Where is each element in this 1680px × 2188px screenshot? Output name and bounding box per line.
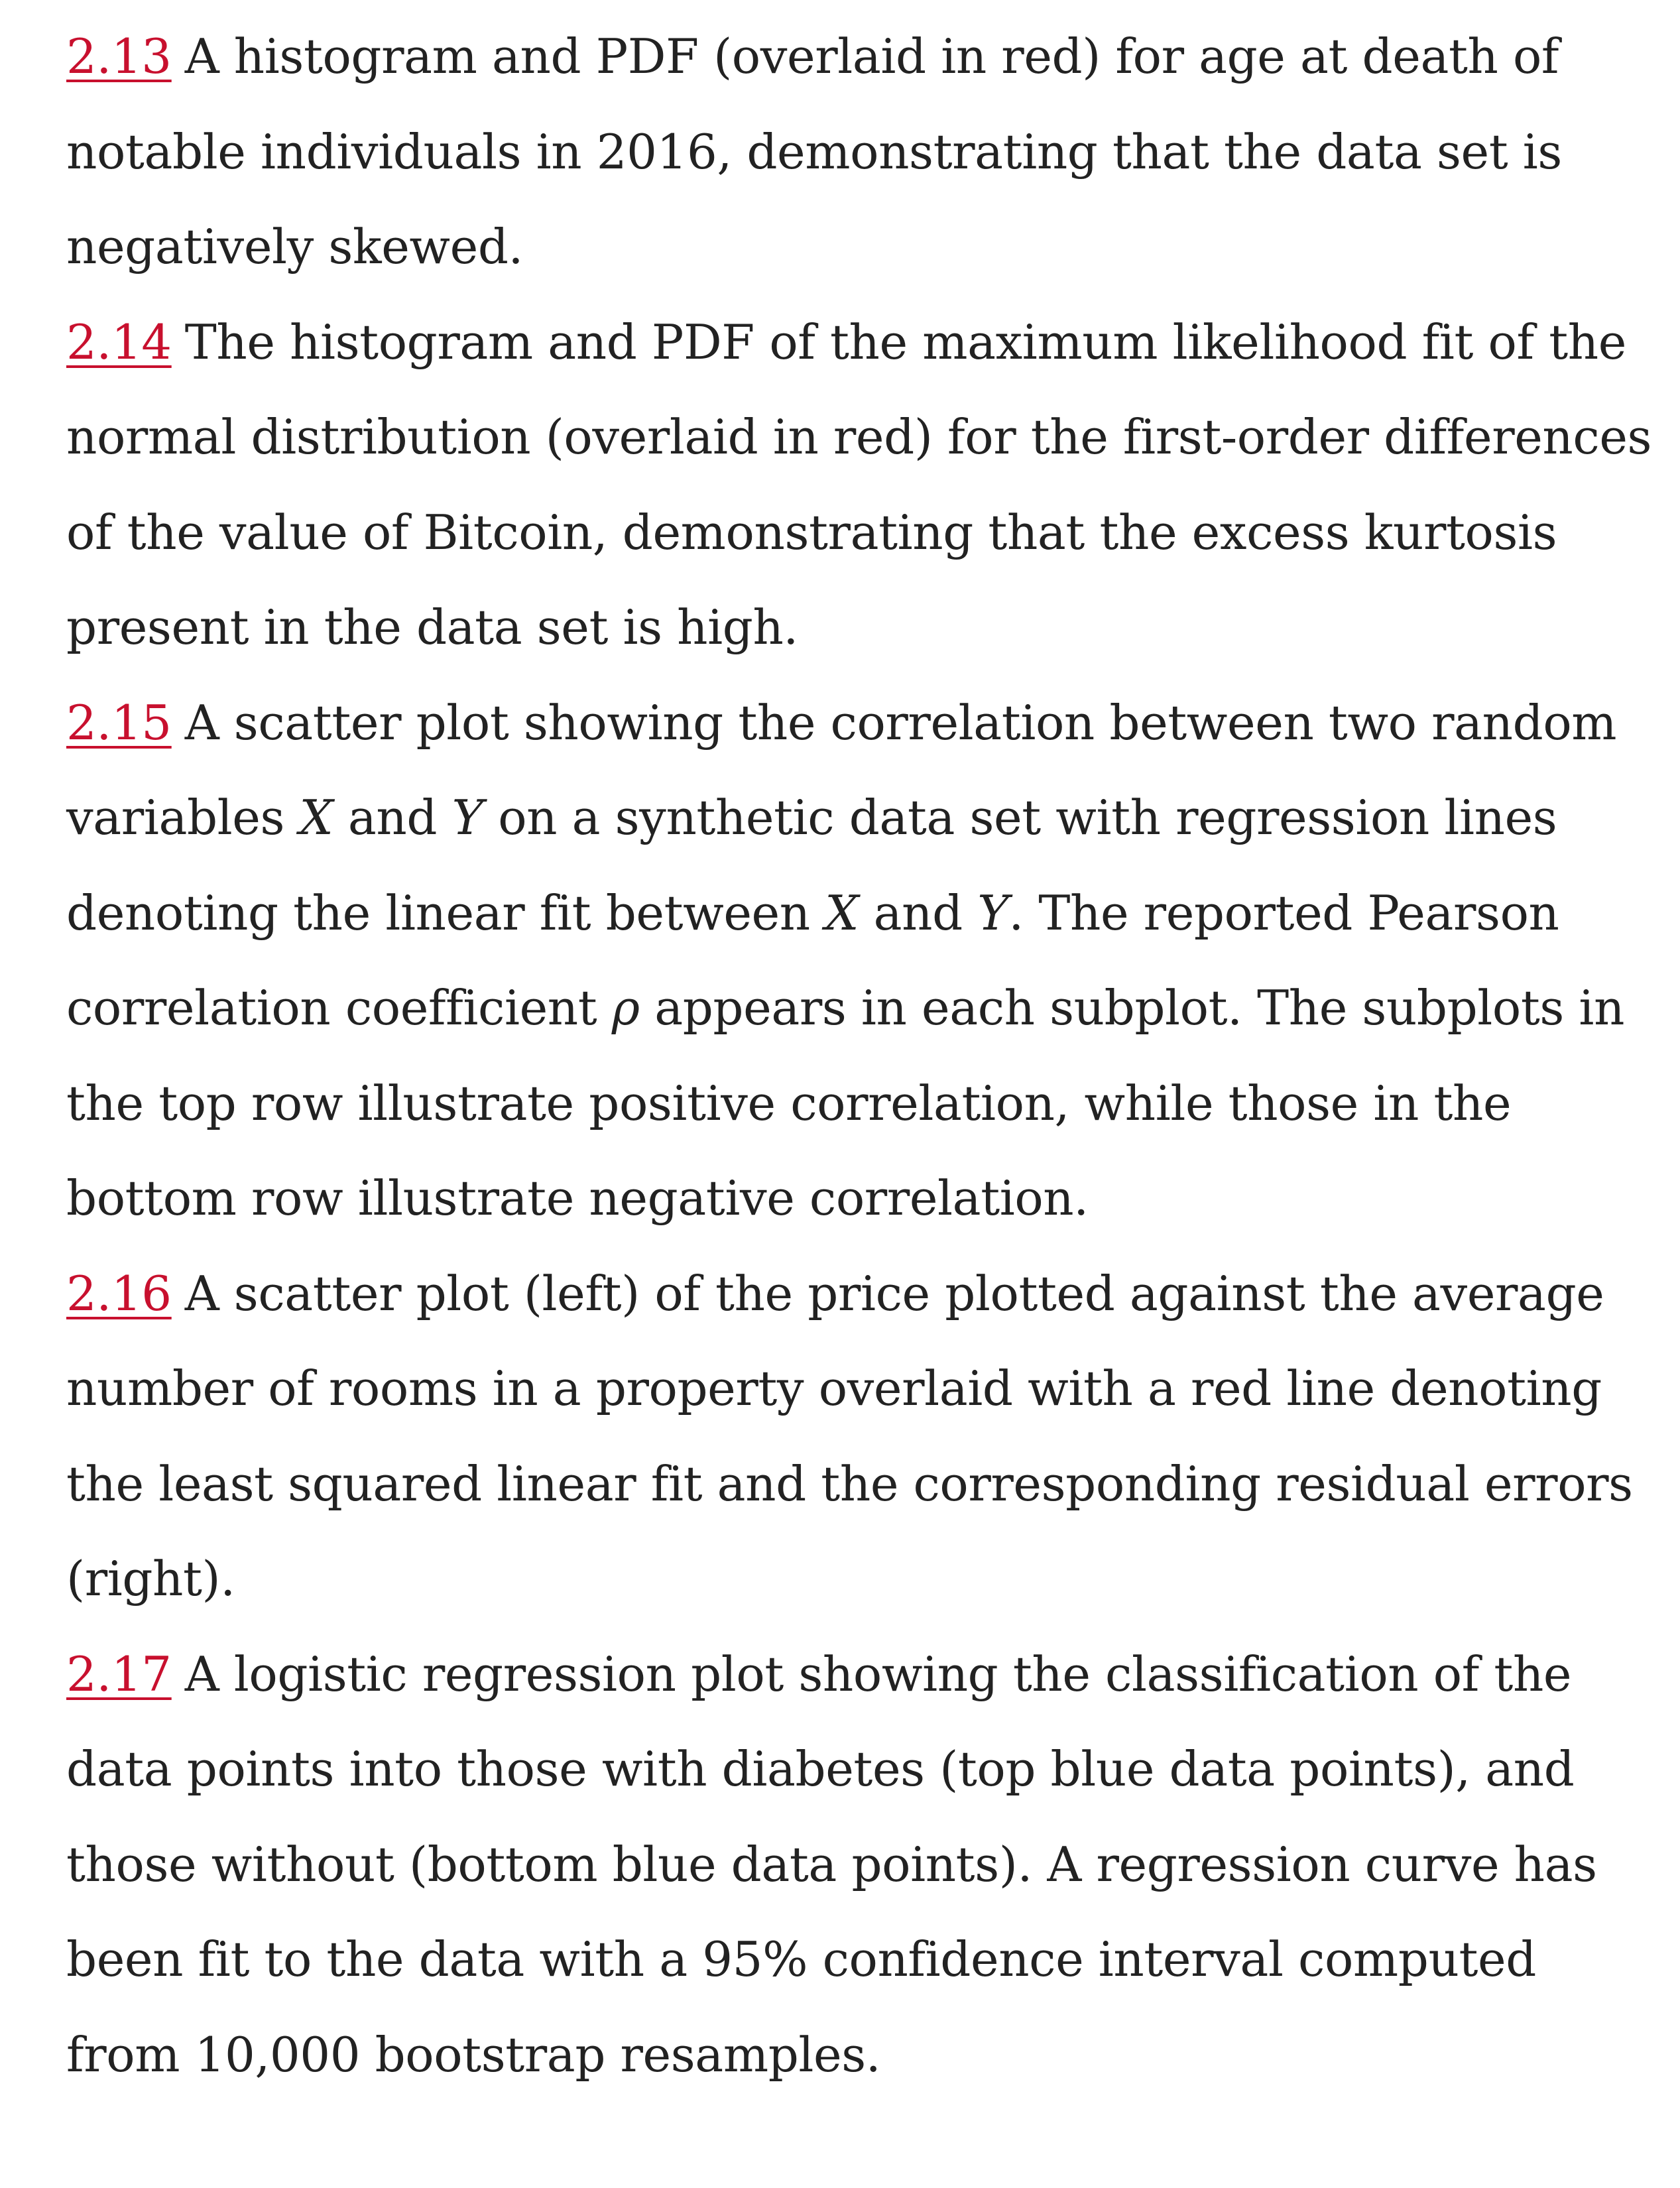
figure-caption: A logistic regression plot showing the classification of the data points into those with diabetes (top blue data points), and those without (bottom blue data points). A regression curve has been fit to the data with a 95% confidence interval computed from 10,000 bootstrap resamples. (66, 1646, 1597, 2083)
figure-entry-2-16 (66, 1246, 1653, 1627)
figure-ref-link[interactable]: 2.15 (66, 694, 172, 751)
figure-caption: on a synthetic data set with regression lines denoting the linear fit between (66, 790, 1557, 941)
math-variable-y: Y (451, 790, 483, 845)
figure-ref-link[interactable]: 2.14 (66, 314, 172, 370)
figure-caption: and (859, 884, 978, 941)
figure-caption: The histogram and PDF of the maximum likelihood fit of the normal distribution (overlaid in red) for the first-order differences of the value of Bitcoin, demonstrating that the excess kurtosis present in the data set is high. (66, 314, 1652, 655)
math-symbol-rho: ρ (611, 980, 640, 1036)
figure-ref-link[interactable]: 2.16 (66, 1265, 172, 1321)
figure-caption: and (333, 790, 452, 845)
figure-entry-2-17 (66, 1627, 1653, 2103)
figure-caption: A scatter plot showing the correlation between two random variables (66, 694, 1617, 845)
figure-ref-link[interactable]: 2.17 (66, 1646, 172, 1702)
figure-caption: appears in each subplot. The subplots in the top row illustrate positive correlation, while those in the bottom row illustrate negative correlation. (66, 980, 1625, 1226)
figure-entry-2-13 (66, 9, 1653, 295)
figure-caption: A histogram and PDF (overlaid in red) for age at death of notable individuals in 2016, demonstrating that the data set is negatively skewed. (66, 29, 1562, 274)
math-variable-y: Y (977, 884, 1009, 941)
figure-entry-2-14 (66, 295, 1653, 676)
figure-entry-2-15 (66, 676, 1653, 1246)
math-variable-x: X (299, 790, 333, 845)
figure-ref-link[interactable]: 2.13 (66, 29, 172, 84)
figure-caption: . The reported Pearson correlation coefficient (66, 884, 1559, 1036)
figure-caption: A scatter plot (left) of the price plotted against the average number of rooms in a property overlaid with a red line denoting the least squared linear fit and the corresponding residual errors (right). (66, 1265, 1633, 1607)
math-variable-x: X (825, 884, 859, 941)
